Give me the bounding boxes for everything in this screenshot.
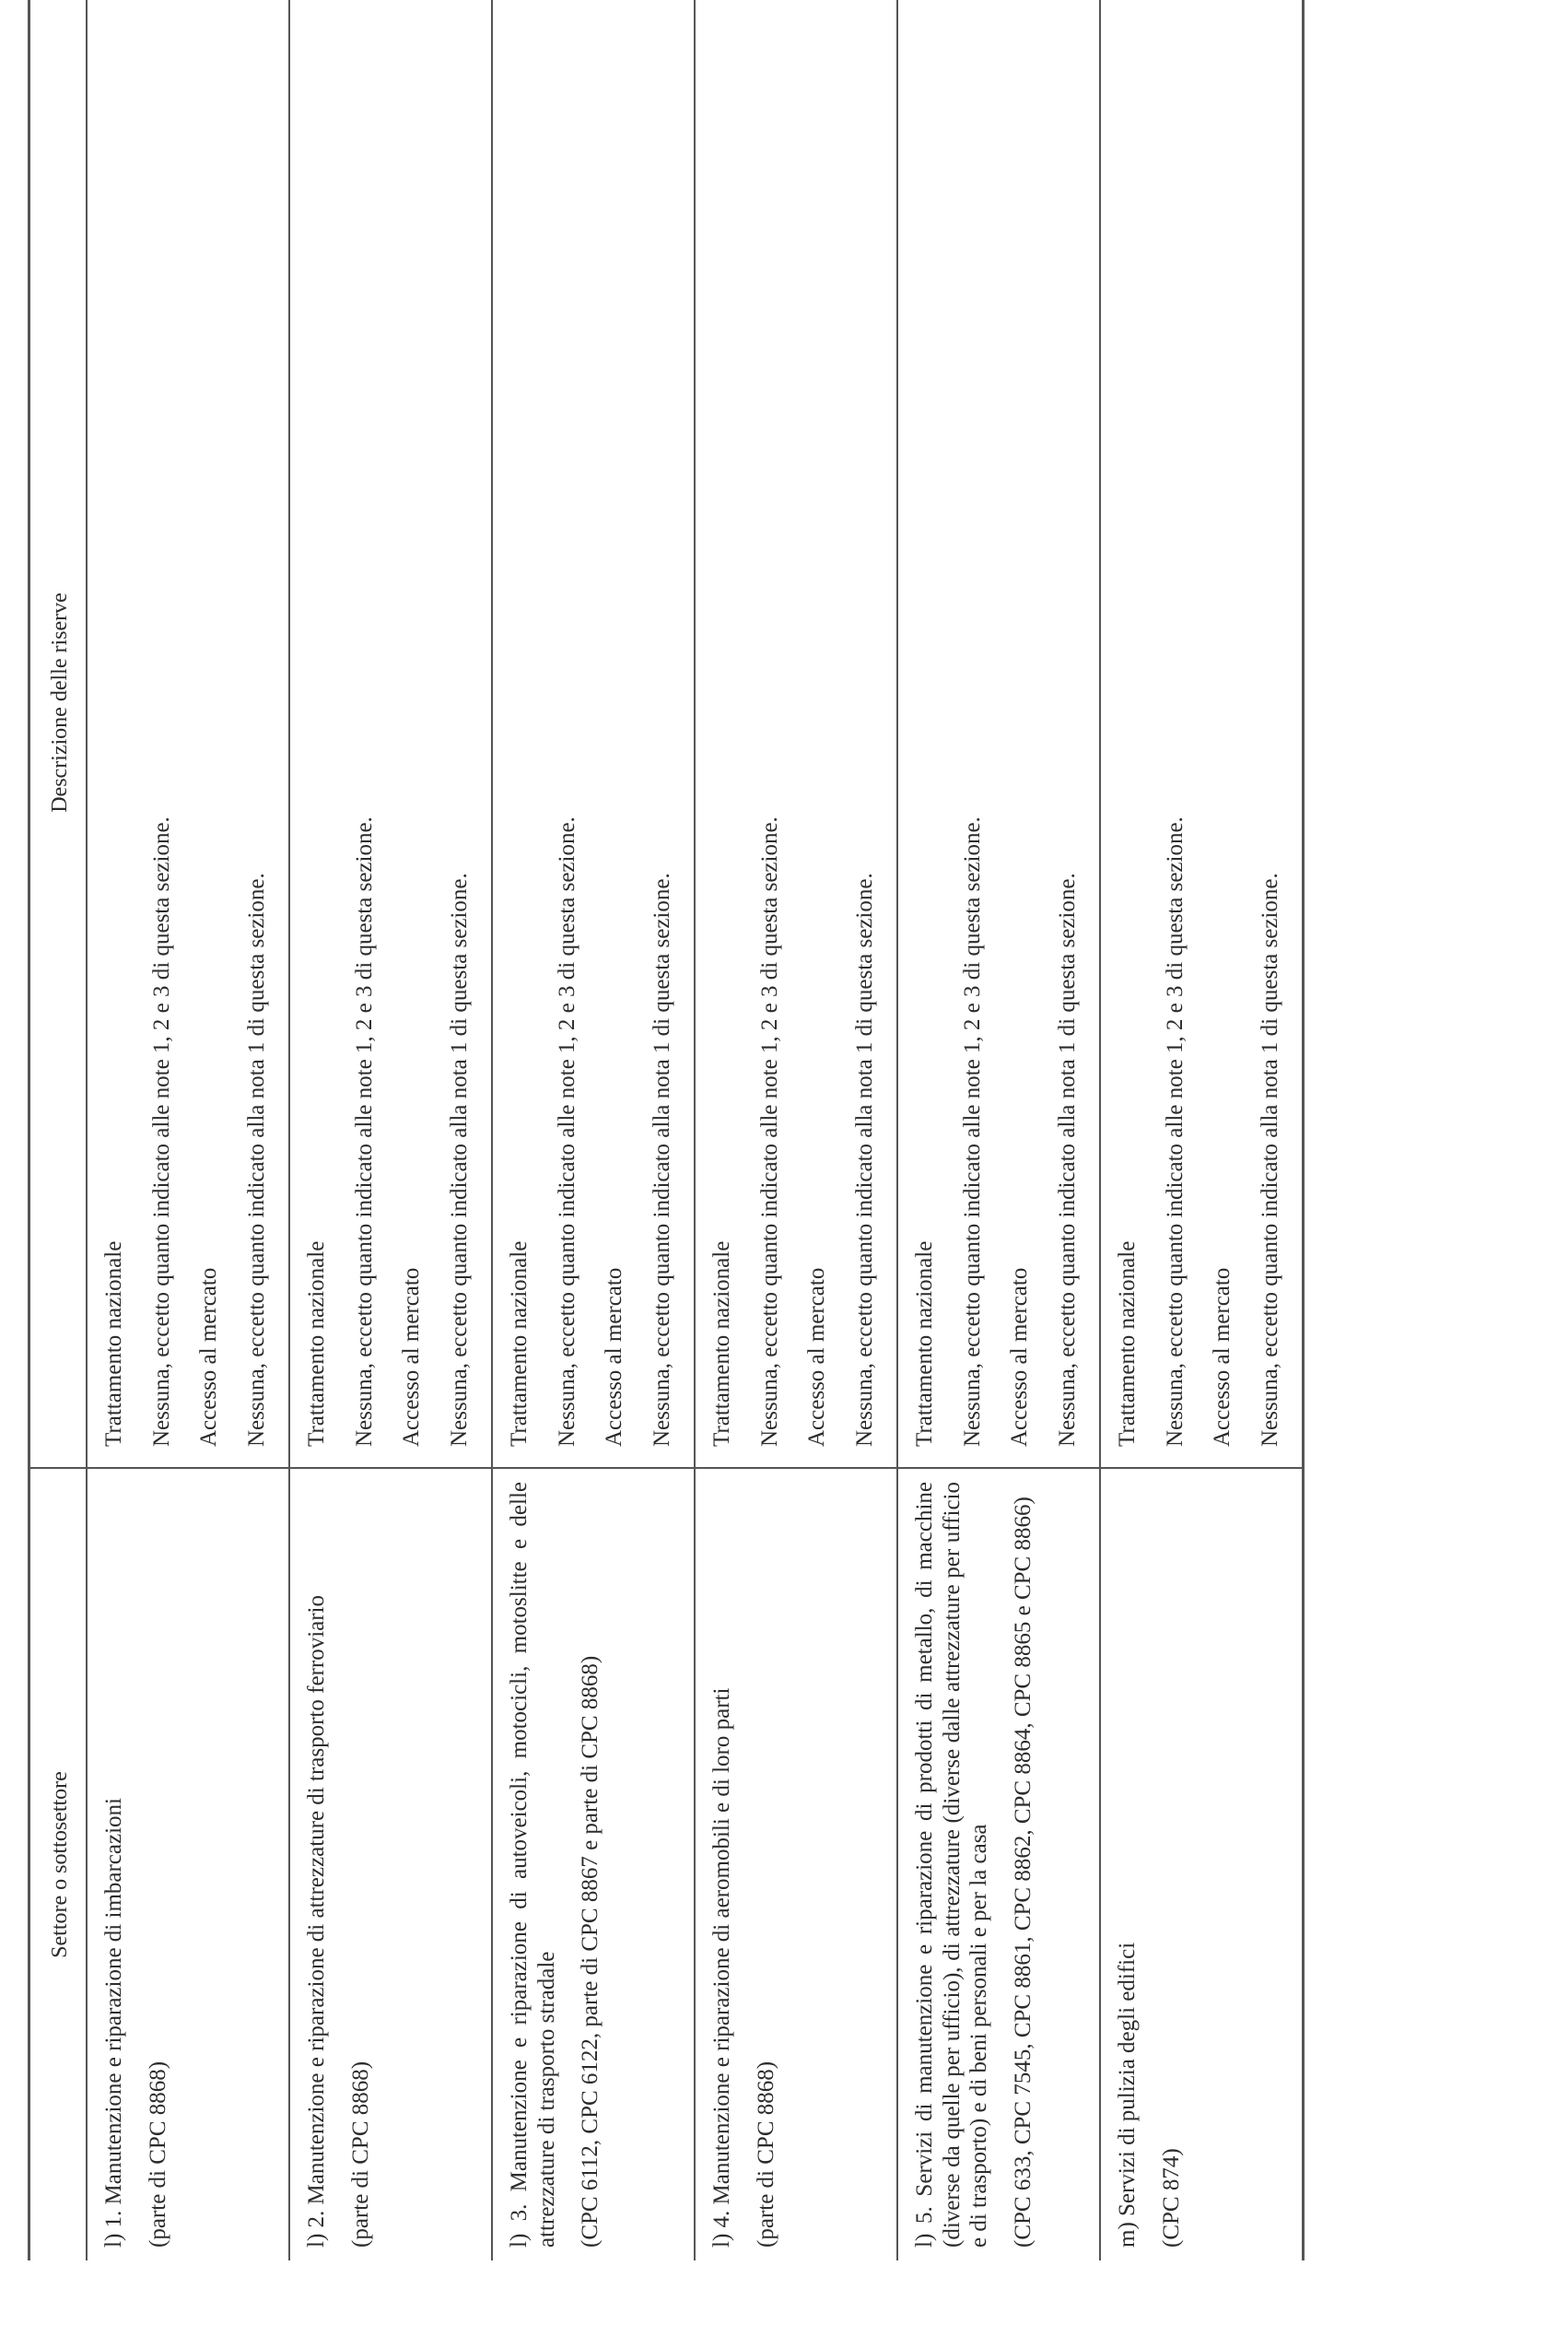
description-cell xyxy=(289,0,492,1468)
sector-cell xyxy=(289,1468,492,2260)
sector-title: l) 5. Servizi di manutenzione e riparazione di prodotti di metallo, di macchine (diverse da quelle per ufficio), di attrezzature (diverse dalle attrezzature per ufficio e di trasporto) e di beni personali e per la casa xyxy=(912,1482,992,2248)
national-treatment-text: Nessuna, eccetto quanto indicato alle note 1, 2 e 3 di questa sezione. xyxy=(1162,816,1188,1447)
description-cell xyxy=(695,0,897,1468)
market-access-label: Accesso al mercato xyxy=(1210,1267,1235,1447)
table-row xyxy=(87,0,289,2260)
sector-title: m) Servizi di pulizia degli edifici xyxy=(1115,1942,1141,2248)
market-access-label: Accesso al mercato xyxy=(602,1267,627,1447)
market-access-text: Nessuna, eccetto quanto indicato alla nota 1 di questa sezione. xyxy=(446,873,472,1447)
table-row xyxy=(897,0,1100,2260)
sector-code: (CPC 6112, CPC 6122, parte di CPC 8867 e parte di CPC 8868) xyxy=(578,1655,603,2248)
sector-cell xyxy=(1100,1468,1304,2260)
header-row xyxy=(29,0,88,2260)
sector-cell xyxy=(897,1468,1100,2260)
sector-code: (CPC 874) xyxy=(1158,2148,1184,2248)
description-cell xyxy=(87,0,289,1468)
header-description: Descrizione delle riserve xyxy=(29,0,88,1468)
national-treatment-label: Trattamento nazionale xyxy=(304,1240,330,1447)
national-treatment-text: Nessuna, eccetto quanto indicato alle note 1, 2 e 3 di questa sezione. xyxy=(148,816,174,1447)
market-access-label: Accesso al mercato xyxy=(196,1267,222,1447)
sector-code: (CPC 633, CPC 7545, CPC 8861, CPC 8862, CPC 8864, CPC 8865 e CPC 8866) xyxy=(1010,1497,1036,2248)
national-treatment-text: Nessuna, eccetto quanto indicato alle note 1, 2 e 3 di questa sezione. xyxy=(554,816,579,1447)
table-header xyxy=(29,0,88,2260)
market-access-label: Accesso al mercato xyxy=(804,1267,830,1447)
sector-title: l) 2. Manutenzione e riparazione di attrezzature di trasporto ferroviario xyxy=(304,1594,330,2248)
sector-cell xyxy=(492,1468,695,2260)
national-treatment-label: Trattamento nazionale xyxy=(101,1240,127,1447)
market-access-label: Accesso al mercato xyxy=(1007,1267,1033,1447)
sector-title: l) 1. Manutenzione e riparazione di imbarcazioni xyxy=(101,1798,127,2248)
national-treatment-label: Trattamento nazionale xyxy=(507,1240,532,1447)
sector-title: l) 4. Manutenzione e riparazione di aeromobili e di loro parti xyxy=(709,1687,735,2248)
table-row xyxy=(1100,0,1304,2260)
market-access-label: Accesso al mercato xyxy=(399,1267,425,1447)
market-access-text: Nessuna, eccetto quanto indicato alla nota 1 di questa sezione. xyxy=(243,873,269,1447)
market-access-text: Nessuna, eccetto quanto indicato alla nota 1 di questa sezione. xyxy=(1054,873,1080,1447)
sector-code: (parte di CPC 8868) xyxy=(347,2060,373,2248)
description-cell xyxy=(492,0,695,1468)
document-sheet xyxy=(28,0,1305,2260)
table-row xyxy=(289,0,492,2260)
national-treatment-text: Nessuna, eccetto quanto indicato alle note 1, 2 e 3 di questa sezione. xyxy=(351,816,377,1447)
table-row xyxy=(492,0,695,2260)
table-row xyxy=(695,0,897,2260)
table-body xyxy=(87,0,1304,2260)
description-cell xyxy=(897,0,1100,1468)
sector-cell xyxy=(695,1468,897,2260)
national-treatment-label: Trattamento nazionale xyxy=(912,1240,938,1447)
header-sector: Settore o sottosettore xyxy=(29,1468,88,2260)
national-treatment-label: Trattamento nazionale xyxy=(1115,1240,1141,1447)
description-cell xyxy=(1100,0,1304,1468)
sector-code: (parte di CPC 8868) xyxy=(145,2060,170,2248)
market-access-text: Nessuna, eccetto quanto indicato alla nota 1 di questa sezione. xyxy=(649,873,674,1447)
sector-cell xyxy=(87,1468,289,2260)
national-treatment-text: Nessuna, eccetto quanto indicato alle note 1, 2 e 3 di questa sezione. xyxy=(959,816,985,1447)
national-treatment-label: Trattamento nazionale xyxy=(709,1240,735,1447)
sector-title: l) 3. Manutenzione e riparazione di autoveicoli, motocicli, motoslitte e delle attrezzature di trasporto stradale xyxy=(507,1482,559,2248)
reserves-table xyxy=(28,0,1305,2260)
national-treatment-text: Nessuna, eccetto quanto indicato alle note 1, 2 e 3 di questa sezione. xyxy=(756,816,782,1447)
market-access-text: Nessuna, eccetto quanto indicato alla nota 1 di questa sezione. xyxy=(851,873,877,1447)
sector-code: (parte di CPC 8868) xyxy=(753,2060,778,2248)
market-access-text: Nessuna, eccetto quanto indicato alla nota 1 di questa sezione. xyxy=(1257,873,1282,1447)
